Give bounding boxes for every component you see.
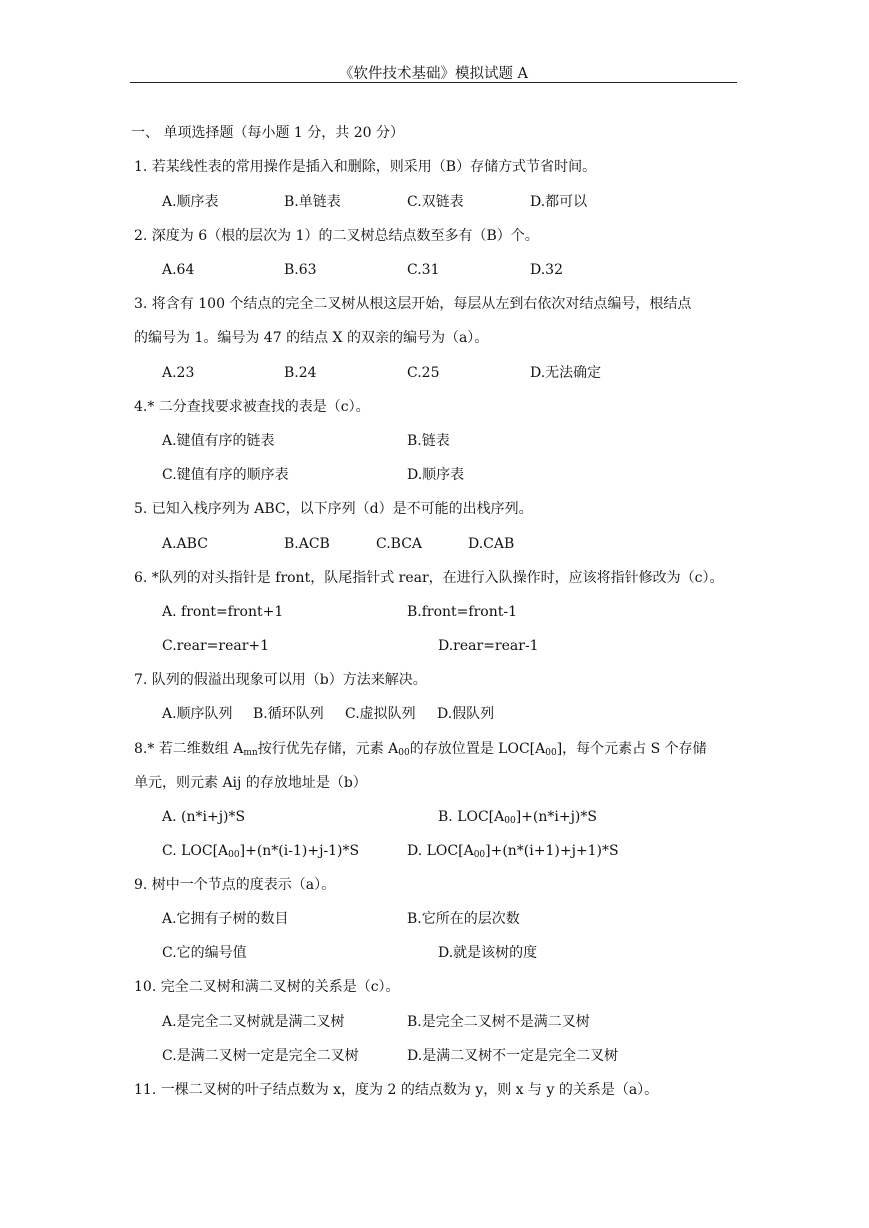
section-title: 一、 单项选择题（每小题 1 分，共 20 分） — [131, 125, 404, 141]
question-6-option-d: D.rear=rear-1 — [438, 638, 539, 654]
question-9-option-a: A.它拥有子树的数目 — [162, 911, 289, 927]
question-10-stem: 10. 完全二叉树和满二叉树的关系是（c）。 — [134, 979, 400, 995]
question-8-option-c: C. $LOC[A_{00}]+(n*(i-1)+j-1)*S$ — [162, 843, 360, 860]
header-divider — [130, 82, 737, 83]
question-10-option-d: D.是满二叉树不一定是完全二叉树 — [407, 1048, 619, 1064]
question-1-option-c: C.双链表 — [407, 194, 464, 210]
question-8-stem-line-2: 单元，则元素 Aij 的存放地址是（b） — [134, 775, 367, 791]
question-2-option-b: B.63 — [284, 262, 317, 278]
question-1-option-a: A.顺序表 — [162, 194, 219, 210]
question-2-option-a: A.64 — [162, 262, 195, 278]
question-5-option-d: D.CAB — [468, 536, 515, 552]
question-4-option-c: C.键值有序的顺序表 — [162, 467, 289, 483]
question-3-option-d: D.无法确定 — [530, 365, 602, 381]
question-5-option-a: A.ABC — [162, 536, 208, 552]
page-header-title: 《软件技术基础》模拟试题 A — [338, 66, 529, 82]
question-3-stem-line-1: 3. 将含有 100 个结点的完全二叉树从根这层开始，每层从左到右依次对结点编号，根结点 — [134, 296, 692, 312]
question-8-option-b: B. $LOC[A_{00}]+(n*i+j)*S$ — [438, 809, 597, 826]
question-1-option-b: B.单链表 — [284, 194, 341, 210]
question-4-option-b: B.链表 — [407, 433, 450, 449]
question-2-option-c: C.31 — [407, 262, 440, 278]
question-3-option-a: A.23 — [162, 365, 195, 381]
question-10-option-b: B.是完全二叉树不是满二叉树 — [407, 1014, 590, 1030]
question-6-option-a: A. front=front+1 — [162, 604, 284, 620]
question-9-option-b: B.它所在的层次数 — [407, 911, 520, 927]
question-7-option-d: D.假队列 — [437, 706, 495, 722]
question-6-stem: 6. *队列的对头指针是 front，队尾指针式 rear，在进行入队操作时，应该将指针修改为（c）。 — [134, 570, 724, 586]
question-1-stem: 1. 若某线性表的常用操作是插入和删除，则采用（B）存储方式节省时间。 — [134, 159, 597, 175]
question-4-stem: 4.* 二分查找要求被查找的表是（c）。 — [134, 399, 370, 415]
question-8-option-a: A. (n*i+j)*S — [162, 809, 246, 825]
question-1-option-d: D.都可以 — [530, 194, 588, 210]
question-3-stem-line-2: 的编号为 1。编号为 47 的结点 X 的双亲的编号为（a）。 — [134, 330, 489, 346]
question-3-option-b: B.24 — [284, 365, 317, 381]
question-7-option-b: B.循环队列 — [253, 706, 324, 722]
question-4-option-d: D.顺序表 — [407, 467, 465, 483]
question-9-stem: 9. 树中一个节点的度表示（a）。 — [134, 877, 336, 893]
question-5-option-b: B.ACB — [284, 536, 330, 552]
question-5-stem: 5. 已知入栈序列为 ABC，以下序列（d）是不可能的出栈序列。 — [134, 501, 533, 517]
question-8-stem-line-1: 8.* 若二维数组 $A_{mn}$按行优先存储，元素 $A_{00}$的存放位置是 $LOC[A_{00}]$，每个元素占 S 个存储 — [134, 741, 707, 758]
question-10-option-a: A.是完全二叉树就是满二叉树 — [162, 1014, 345, 1030]
question-9-option-d: D.就是该树的度 — [438, 945, 538, 961]
question-2-stem: 2. 深度为 6（根的层次为 1）的二叉树总结点数至多有（B）个。 — [134, 228, 539, 244]
question-4-option-a: A.键值有序的链表 — [162, 433, 275, 449]
question-6-option-c: C.rear=rear+1 — [162, 638, 270, 654]
question-7-option-c: C.虚拟队列 — [345, 706, 416, 722]
question-2-option-d: D.32 — [530, 262, 563, 278]
question-3-option-c: C.25 — [407, 365, 440, 381]
question-11-stem: 11. 一棵二叉树的叶子结点数为 x，度为 2 的结点数为 y，则 x 与 y 的关系是（a）。 — [134, 1082, 659, 1098]
question-7-option-a: A.顺序队列 — [162, 706, 233, 722]
question-7-stem: 7. 队列的假溢出现象可以用（b）方法来解决。 — [134, 672, 427, 688]
question-8-option-d: D. $LOC[A_{00}]+(n*(i+1)+j+1)*S$ — [407, 843, 619, 860]
question-6-option-b: B.front=front-1 — [407, 604, 517, 620]
question-10-option-c: C.是满二叉树一定是完全二叉树 — [162, 1048, 359, 1064]
question-9-option-c: C.它的编号值 — [162, 945, 247, 961]
question-5-option-c: C.BCA — [376, 536, 423, 552]
